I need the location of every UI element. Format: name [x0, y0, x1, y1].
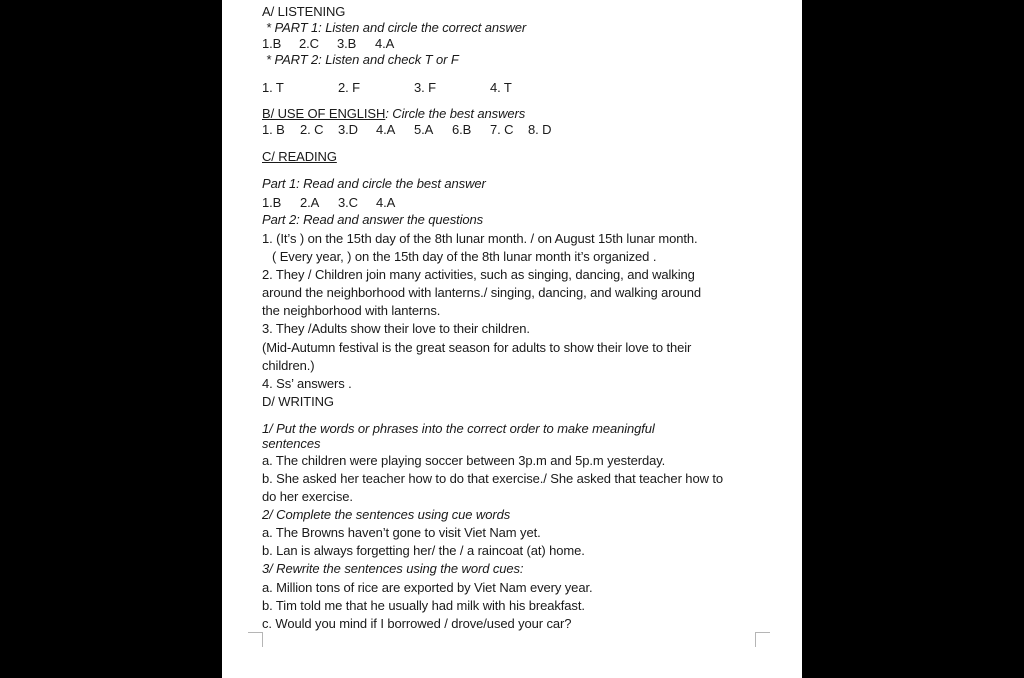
document-page	[222, 0, 802, 678]
answer-item: 3. F	[414, 80, 436, 95]
answer-item: 8. D	[528, 122, 552, 137]
answer-item: 4. T	[490, 80, 512, 95]
writing-task1-b-cont: do her exercise.	[262, 489, 353, 504]
answer-item: 1. B	[262, 122, 285, 137]
answer-item: 4.A	[376, 122, 396, 137]
writing-heading: D/ WRITING	[262, 394, 334, 409]
writing-task3-b: b. Tim told me that he usually had milk with his breakfast.	[262, 598, 585, 613]
listening-part2-answers	[262, 80, 562, 96]
writing-task3-title: 3/ Rewrite the sentences using the word cues:	[262, 561, 524, 576]
reading-answer-line: 2. They / Children join many activities, such as singing, dancing, and walking	[262, 267, 695, 282]
answer-item: 1. T	[262, 80, 284, 95]
reading-answer-line: children.)	[262, 358, 315, 373]
reading-part1-answers	[262, 195, 462, 211]
writing-task1-a: a. The children were playing soccer between 3p.m and 5p.m yesterday.	[262, 453, 666, 468]
answer-item: 3.B	[337, 36, 357, 51]
writing-task3-a: a. Million tons of rice are exported by Viet Nam every year.	[262, 580, 593, 595]
reading-answer-line: (Mid-Autumn festival is the great season for adults to show their love to their	[262, 340, 692, 355]
writing-task2-a: a. The Browns haven’t gone to visit Viet Nam yet.	[262, 525, 541, 540]
answer-item: 4.A	[375, 36, 395, 51]
listening-heading: A/ LISTENING	[262, 4, 346, 19]
answer-item: 3.D	[338, 122, 358, 137]
reading-part1-title: Part 1: Read and circle the best answer	[262, 176, 486, 191]
answer-item: 1.B	[262, 195, 282, 210]
listening-part1-title: * PART 1: Listen and circle the correct answer	[266, 20, 527, 35]
reading-answer-line: 4. Ss’ answers .	[262, 376, 352, 391]
writing-task1-b: b. She asked her teacher how to do that exercise./ She asked that teacher how to	[262, 471, 724, 486]
use-of-english-title	[262, 106, 525, 122]
answer-item: 3.C	[338, 195, 358, 210]
reading-answer-line: the neighborhood with lanterns.	[262, 303, 441, 318]
reading-part2-title: Part 2: Read and answer the questions	[262, 212, 484, 227]
margin-corner-mark	[755, 632, 770, 647]
use-of-english-instruction: : Circle the best answers	[385, 106, 526, 121]
answer-item: 2. F	[338, 80, 360, 95]
writing-task1-title-cont: sentences	[262, 436, 321, 451]
writing-task2-title: 2/ Complete the sentences using cue words	[262, 507, 511, 522]
answer-item: 5.A	[414, 122, 434, 137]
answer-item: 7. C	[490, 122, 514, 137]
answer-item: 2.C	[299, 36, 319, 51]
answer-item: 2.A	[300, 195, 320, 210]
answer-item: 4.A	[376, 195, 396, 210]
margin-corner-mark	[248, 632, 263, 647]
reading-answer-line: 1. (It’s ) on the 15th day of the 8th lunar month. / on August 15th lunar month.	[262, 231, 698, 246]
listening-part2-title: * PART 2: Listen and check T or F	[266, 52, 459, 67]
reading-answer-line: ( Every year, ) on the 15th day of the 8th lunar month it’s organized .	[272, 249, 657, 264]
answer-item: 6.B	[452, 122, 472, 137]
reading-answer-line: around the neighborhood with lanterns./ singing, dancing, and walking around	[262, 285, 702, 300]
reading-answer-line: 3. They /Adults show their love to their children.	[262, 321, 530, 336]
writing-task3-c: c. Would you mind if I borrowed / drove/used your car?	[262, 616, 572, 631]
use-of-english-answers	[262, 122, 582, 138]
answer-item: 2. C	[300, 122, 324, 137]
writing-task2-b: b. Lan is always forgetting her/ the / a raincoat (at) home.	[262, 543, 585, 558]
answer-item: 1.B	[262, 36, 282, 51]
use-of-english-heading: B/ USE OF ENGLISH	[262, 106, 386, 121]
listening-part1-answers	[262, 36, 462, 52]
reading-heading: C/ READING	[262, 149, 337, 164]
writing-task1-title: 1/ Put the words or phrases into the correct order to make meaningful	[262, 421, 655, 436]
